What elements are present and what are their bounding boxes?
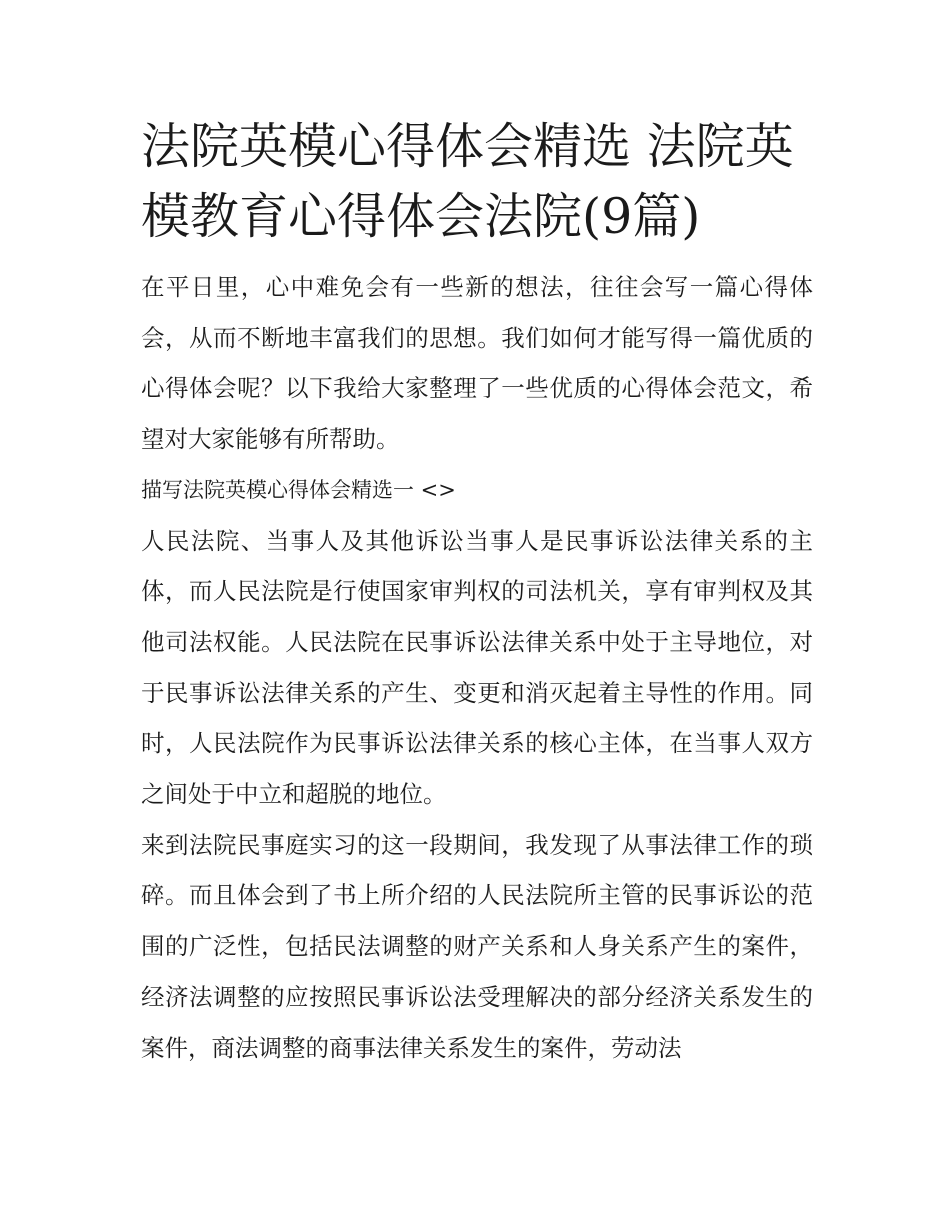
body-paragraph-1: 人民法院、当事人及其他诉讼当事人是民事诉讼法律关系的主体，而人民法院是行使国家审判权的司法机关，享有审判权及其他司法权能。人民法院在民事诉讼法律关系中处于主导地位，对于民事诉讼法律关系的产生、变更和消灭起着主导性的作用。同时，人民法院作为民事诉讼法律关系的核心主体，在当事人双方之间处于中立和超脱的地位。 (141, 526, 813, 809)
intro-paragraph: 在平日里，心中难免会有一些新的想法，往往会写一篇心得体会，从而不断地丰富我们的思想。我们如何才能写得一篇优质的心得体会呢？以下我给大家整理了一些优质的心得体会范文，希望对大家能够有所帮助。 (141, 273, 813, 454)
document-title: 法院英模心得体会精选 法院英模教育心得体会法院(9篇) (141, 118, 794, 245)
document-page (141, 112, 813, 1073)
body-paragraph-2: 来到法院民事庭实习的这一段期间，我发现了从事法律工作的琐碎。而且体会到了书上所介绍的人民法院所主管的民事诉讼的范围的广泛性，包括民法调整的财产关系和人身关系产生的案件，经济法调整的应按照民事诉讼法受理解决的部分经济关系发生的案件，商法调整的商事法律关系发生的案件，劳动法 (141, 830, 813, 1062)
section-heading: 描写法院英模心得体会精选一 <> (141, 477, 456, 502)
